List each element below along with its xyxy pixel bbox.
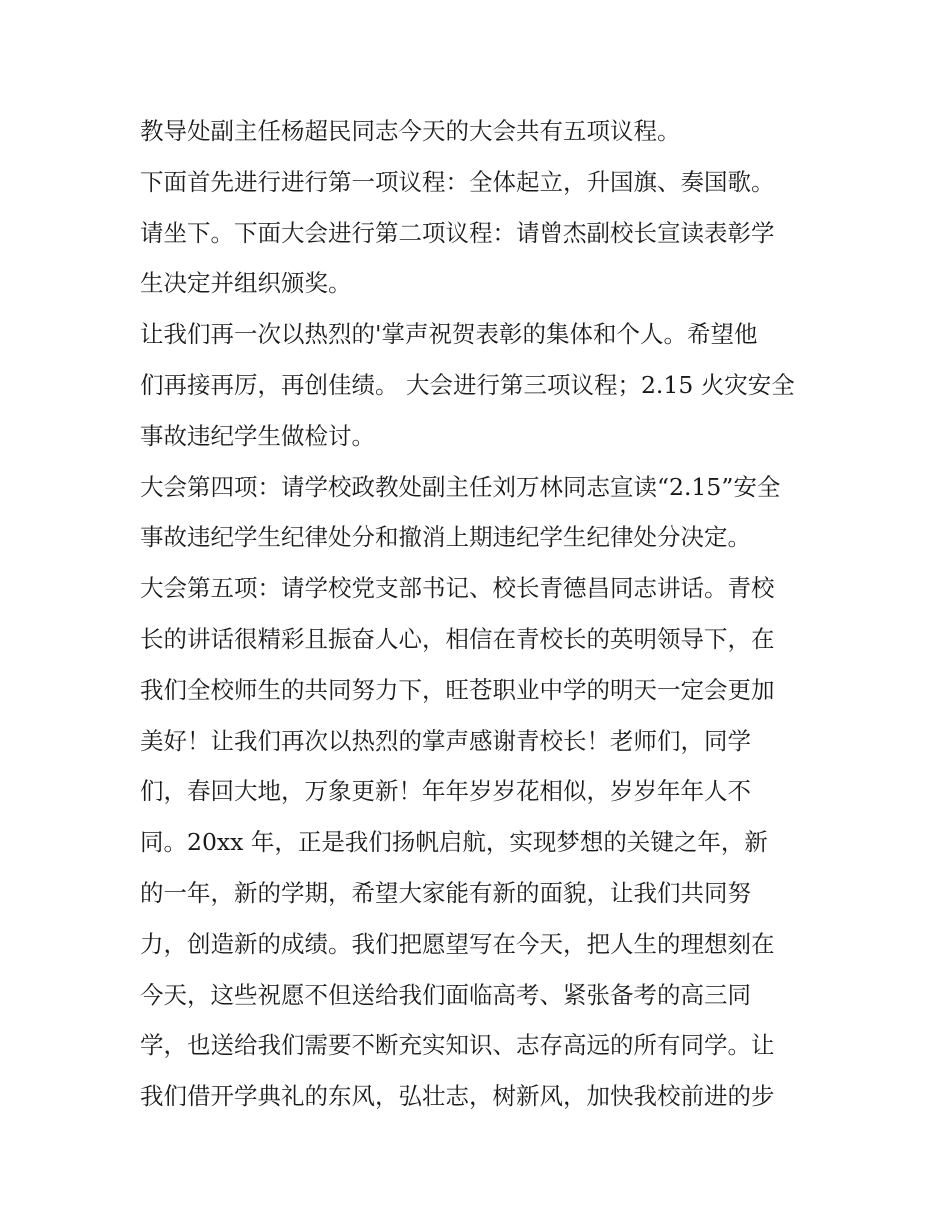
text-line: 大会第五项：请学校党支部书记、校长青德昌同志讲话。青校 <box>140 574 775 603</box>
text-line: 事故违纪学生纪律处分和撤消上期违纪学生纪律处分决定。 <box>140 523 751 552</box>
text-line: 请坐下。下面大会进行第二项议程：请曾杰副校长宣读表彰学 <box>140 218 775 247</box>
text-line: 大会第四项：请学校政教处副主任刘万林同志宣读“2.15”安全 <box>140 472 781 501</box>
text-line: 事故违纪学生做检讨。 <box>140 421 375 450</box>
text-line: 学，也送给我们需要不断充实知识、志存高远的所有同学。让 <box>140 1031 775 1060</box>
text-line: 力，创造新的成绩。我们把愿望写在今天，把人生的理想刻在 <box>140 929 775 958</box>
text-line: 下面首先进行进行第一项议程：全体起立，升国旗、奏国歌。 <box>140 167 775 196</box>
text-line: 同。20xx 年，正是我们扬帆启航，实现梦想的关键之年，新 <box>140 828 768 857</box>
text-line: 我们借开学典礼的东风，弘壮志，树新风，加快我校前进的步 <box>140 1082 775 1111</box>
text-line: 我们全校师生的共同努力下，旺苍职业中学的明天一定会更加 <box>140 675 775 704</box>
text-line: 美好！让我们再次以热烈的掌声感谢青校长！老师们，同学 <box>140 726 751 755</box>
text-line: 的一年，新的学期，希望大家能有新的面貌，让我们共同努 <box>140 878 751 907</box>
text-line: 们再接再厉，再创佳绩。 大会进行第三项议程；2.15 火灾安全 <box>140 370 795 399</box>
text-line: 让我们再一次以热烈的'掌声祝贺表彰的集体和个人。希望他 <box>140 320 758 349</box>
text-line: 们，春回大地，万象更新！年年岁岁花相似，岁岁年年人不 <box>140 777 751 806</box>
document-body <box>140 106 820 1122</box>
text-line: 今天，这些祝愿不但送给我们面临高考、紧张备考的高三同 <box>140 980 751 1009</box>
text-line: 教导处副主任杨超民同志今天的大会共有五项议程。 <box>140 117 681 145</box>
text-line: 长的讲话很精彩且振奋人心，相信在青校长的英明领导下，在 <box>140 624 775 653</box>
text-line: 生决定并组织颁奖。 <box>140 269 352 298</box>
